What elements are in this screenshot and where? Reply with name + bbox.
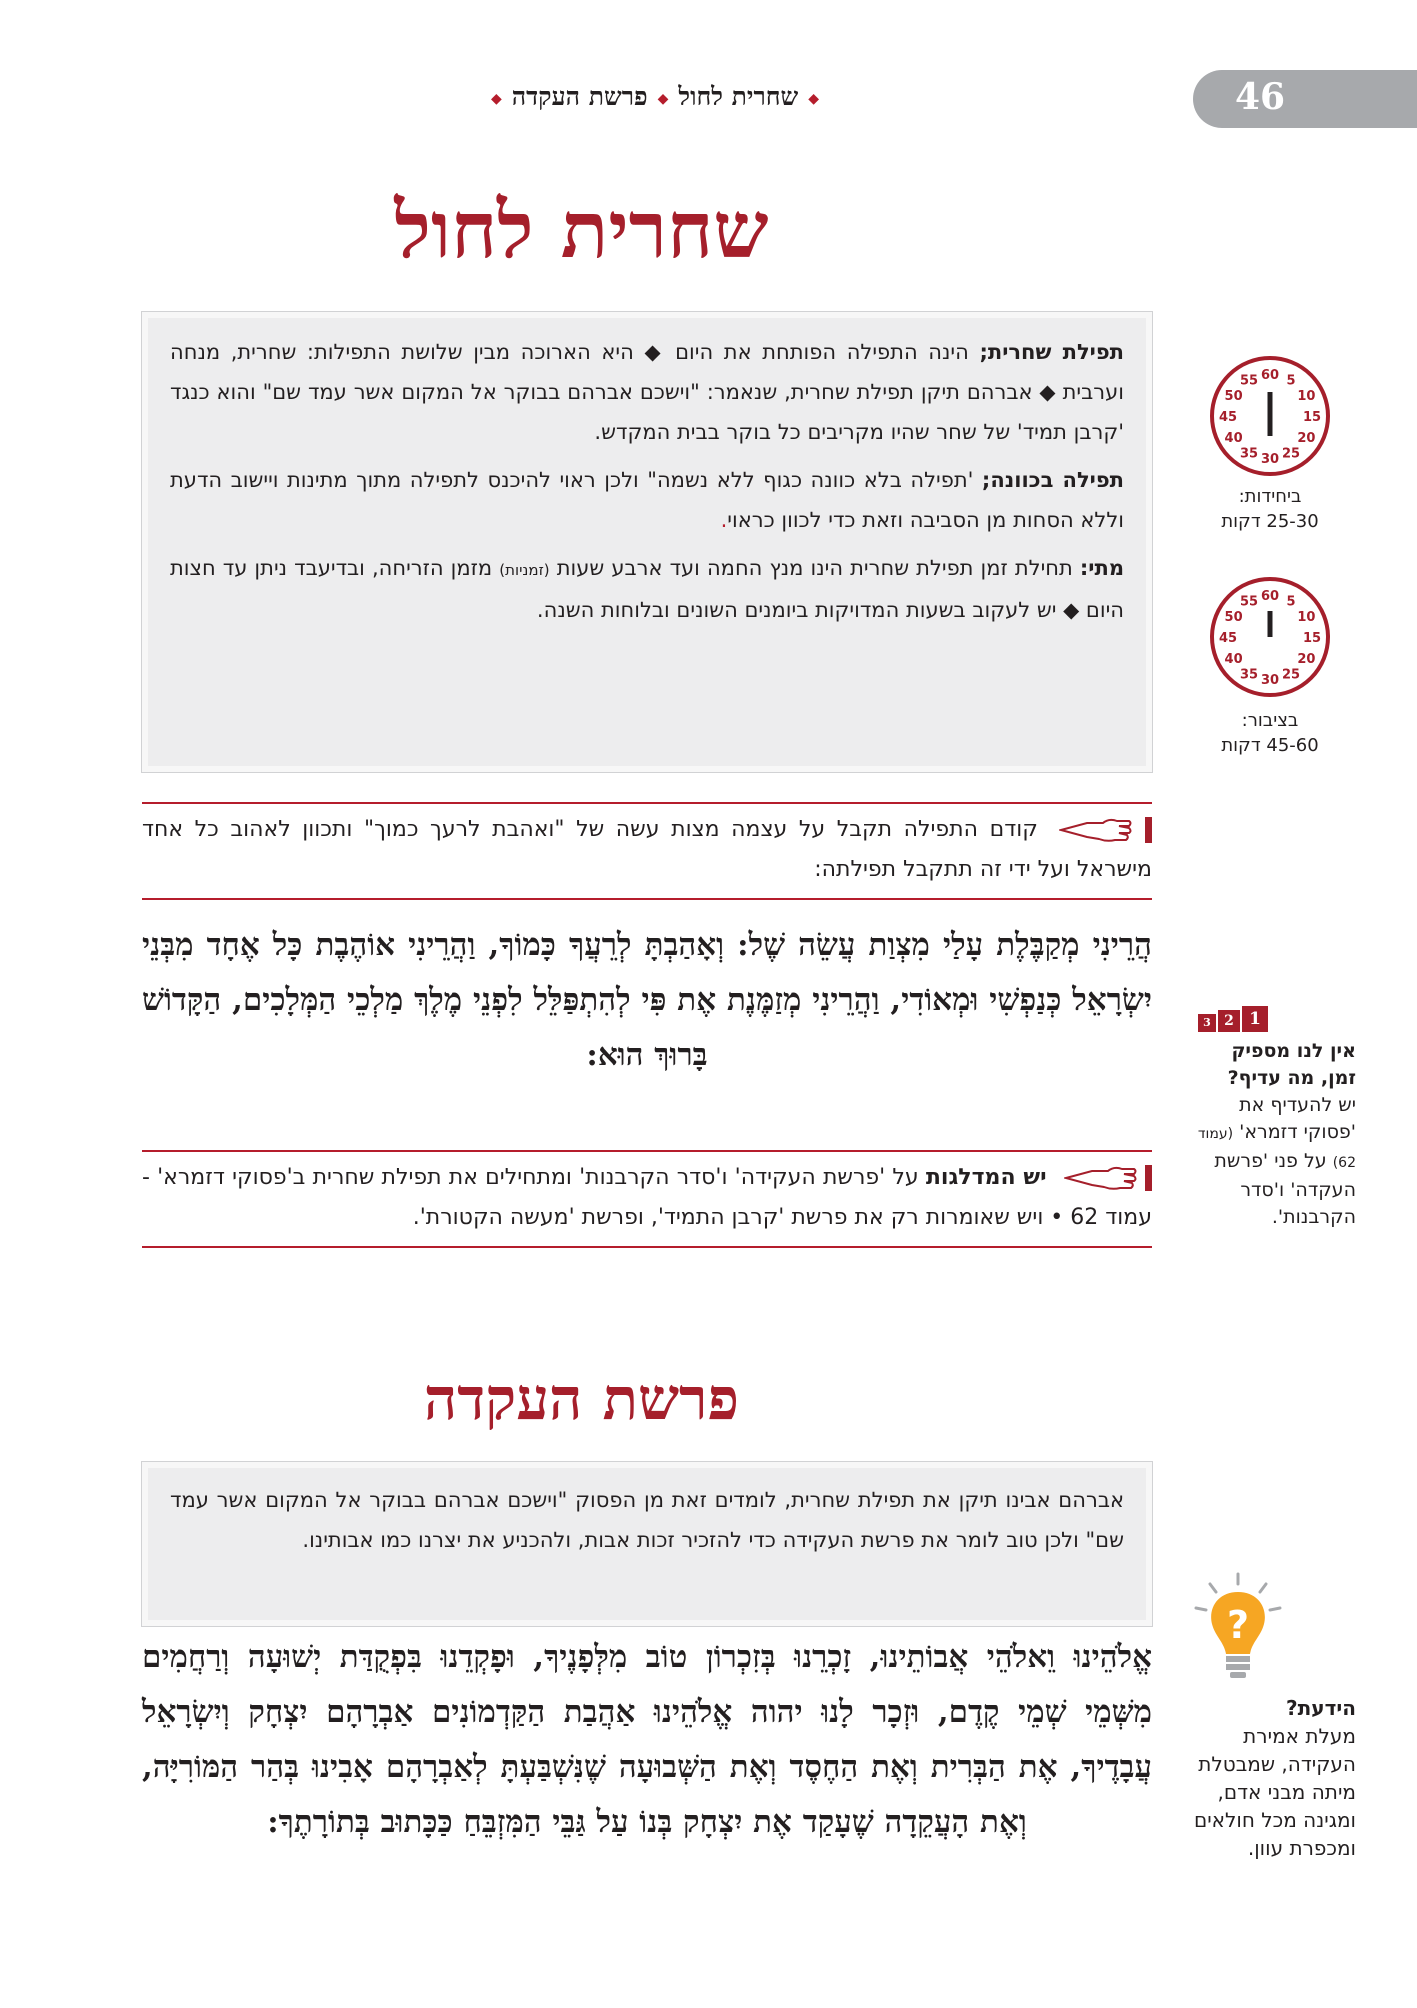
clock-number: 60 [1260,589,1280,604]
clock-number: 30 [1260,673,1280,688]
clock-number: 20 [1297,652,1316,667]
intro-label-3: מתי: [1079,556,1125,580]
intro-paragraph-1: תפילת שחרית; הינה התפילה הפותחת את היום ◆ היא הארוכה מבין שלושת התפילות: שחרית, מנחה וערבית ◆ אברהם תיקן תפילת שחרית, שנאמר: "וישכם אברהם בבוקר אל המקום אשר עמד שם" והוא כנגד 'קרבן תמיד' של שחר שהיו מקריבים כל בוקר בבית המקדש. [170,340,1124,444]
clock-number: 10 [1297,389,1316,404]
tip-title-2: זמן, מה עדיף? [1227,1067,1356,1089]
lightbulb-icon [1188,1570,1288,1690]
badge-2: 2 [1218,1010,1240,1032]
instruction-box-1 [142,802,1152,900]
clock-number: 50 [1224,610,1243,625]
red-marker [1145,1165,1152,1191]
clock-number: 10 [1297,610,1316,625]
akeda-box-text: אברהם אבינו תיקן את תפילת שחרית, לומדים זאת מן הפסוק "וישכם אברהם בבוקר אל המקום אשר עמד שם" ולכן טוב לומר את פרשת העקידה כדי להזכיר זכות אבות, ולהכניע את יצרנו כמו אבותינו. [170,1488,1124,1552]
badge-3: 3 [1198,1014,1216,1032]
page-number: 46 [1235,76,1286,118]
clock-number: 35 [1239,667,1259,683]
pointing-hand-icon [1064,1162,1138,1194]
question-mark-icon: ? [1226,1603,1250,1647]
prayer-text-2: אֱלֹהֵינוּ וֵאלֹהֵי אֲבוֹתֵינוּ, זָכְרֵנוּ בְּזִכְרוֹן טוֹב מִלְּפָנֶיךָ, וּפָקְדֵנוּ בִּפְקֻדַּת יְשׁוּעָה וְרַחֲמִים מִשְּׁמֵי שְׁמֵי קֶדֶם, וּזְכָר לָנוּ יהוה אֱלֹהֵינוּ אַהֲבַת הַקַּדְמוֹנִים אַבְרָהָם יִצְחָק וְיִשְׂרָאֵל עֲבָדֶיךָ, אֶת הַבְּרִית וְאֶת הַחֶסֶד וְאֶת הַשְּׁבוּעָה שֶׁנִּשְׁבַּעְתָּ לְאַבְרָהָם אָבִינוּ בְּהַר הַמּוֹרִיָּה, וְאֶת הָעֲקֵדָה שֶׁעָקַד אֶת יִצְחָק בְּנוֹ עַל גַּבֵּי הַמִּזְבֵּחַ כַּכָּתוּב בְּתוֹרָתֶךָ: [142,1639,1152,1840]
tip-title-1: אין לנו מספיק [1231,1040,1356,1062]
akeda-box [142,1462,1152,1626]
subsection-title: פרשת העקדה [511,82,648,111]
sidebar-did-you-know [1186,1694,1356,1862]
instruction-box-2 [142,1150,1152,1248]
clock-number: 25 [1281,446,1301,462]
diamond-icon: ◆ [657,90,669,107]
instruction-label-2: יש המדלגות [925,1165,1047,1190]
ranking-badges [1196,1006,1268,1032]
clock-caption-congregation: בציבור: 45-60 דקות [1221,710,1319,756]
clock-icon-individual [1208,354,1332,478]
intro-paragraph-2: תפילה בכוונה; 'תפילה בלא כוונה כגוף ללא נשמה" ולכן ראוי להיכנס לתפילה מתוך מתינות ויישוב הדעת וללא הסחות מן הסביבה וזאת כדי לכוון כראוי. [170,468,1124,532]
instruction-text-2: על 'פרשת העקידה' ו'סדר הקרבנות' ומתחילים את תפילת שחרית ב'פסוקי דזמרא' - עמוד 62 • ויש שאומרות רק את פרשת 'קרבן התמיד', ופרשת 'מעשה הקטורת'. [142,1165,1152,1230]
clock-number: 45 [1218,631,1238,646]
badge-1: 1 [1242,1006,1268,1032]
intro-box [142,312,1152,772]
clock-number: 15 [1302,631,1322,646]
clock-number: 45 [1218,410,1238,425]
section-heading-akeda: פרשת העקדה [423,1365,740,1433]
intro-paragraph-3: מתי: תחילת זמן תפילת שחרית הינו מנץ החמה ועד ארבע שעות (זמניות) מזמן הזריחה, ובדיעבד ניתן עד חצות היום ◆ יש לעקוב בשעות המדויקות ביומנים השונים ובלוחות השנה. [170,556,1125,622]
clock-number: 20 [1297,431,1316,446]
did-you-know-title: הידעת? [1286,1696,1356,1720]
pointing-hand-icon [1059,814,1133,846]
clock-icon-congregation [1208,575,1332,699]
clock-number: 40 [1224,652,1243,667]
red-marker [1145,817,1152,843]
clock-number: 40 [1224,431,1243,446]
clock-number: 55 [1239,594,1259,610]
intro-label-1: תפילת שחרית; [979,340,1124,364]
page-number-tab [1193,70,1417,128]
clock-caption-individual: ביחידות: 25-30 דקות [1221,486,1319,532]
clock-number: 50 [1224,389,1243,404]
diamond-icon: ◆ [490,90,502,107]
sidebar-tip [1186,1038,1356,1231]
clock-number: 55 [1239,373,1259,389]
did-you-know-body: מעלת אמירת העקידה, שמבטלת מיתה מבני אדם, ומגינה מכל חולאים ומכפרת עוון. [1193,1724,1356,1860]
clock-number: 60 [1260,368,1280,383]
clock-number: 5 [1286,594,1296,610]
diamond-icon: ◆ [808,90,820,107]
tip-body: יש להעדיף את 'פסוקי דזמרא' (עמוד 62) על פני 'פרשת העקדה' ו'סדר הקרבנות'. [1197,1094,1356,1228]
prayer-text-1: הֲרֵינִי מְקַבֶּלֶת עָלַי מִצְוַת עֲשֵׂה שֶׁל: וְאָהַבְתָּ לְרֵעֲךָ כָּמוֹךָ, וַהֲרֵינִי אוֹהֶבֶת כָּל אֶחָד מִבְּנֵי יִשְׂרָאֵל כְּנַפְשִׁי וּמְאוֹדִי, וַהֲרֵינִי מְזַמֶּנֶת אֶת פִּי לְהִתְפַּלֵּל לִפְנֵי מֶלֶךְ מַלְכֵי הַמְּלָכִים, הַקָּדוֹשׁ בָּרוּךְ הוּא: [142,927,1152,1073]
page-title: שחרית לחול [394,185,769,276]
clock-number: 5 [1286,373,1296,389]
section-title: שחרית לחול [678,82,799,111]
intro-label-2: תפילה בכוונה; [981,468,1124,492]
clock-number: 25 [1281,667,1301,683]
clock-number: 15 [1302,410,1322,425]
running-head [430,82,880,112]
clock-number: 35 [1239,446,1259,462]
clock-number: 30 [1260,452,1280,467]
instruction-text-1: קודם התפילה תקבל על עצמה מצות עשה של "ואהבת לרעך כמוך" ותכוון לאהוב כל אחד מישראל ועל ידי זה תתקבל תפילתה: [142,817,1152,882]
